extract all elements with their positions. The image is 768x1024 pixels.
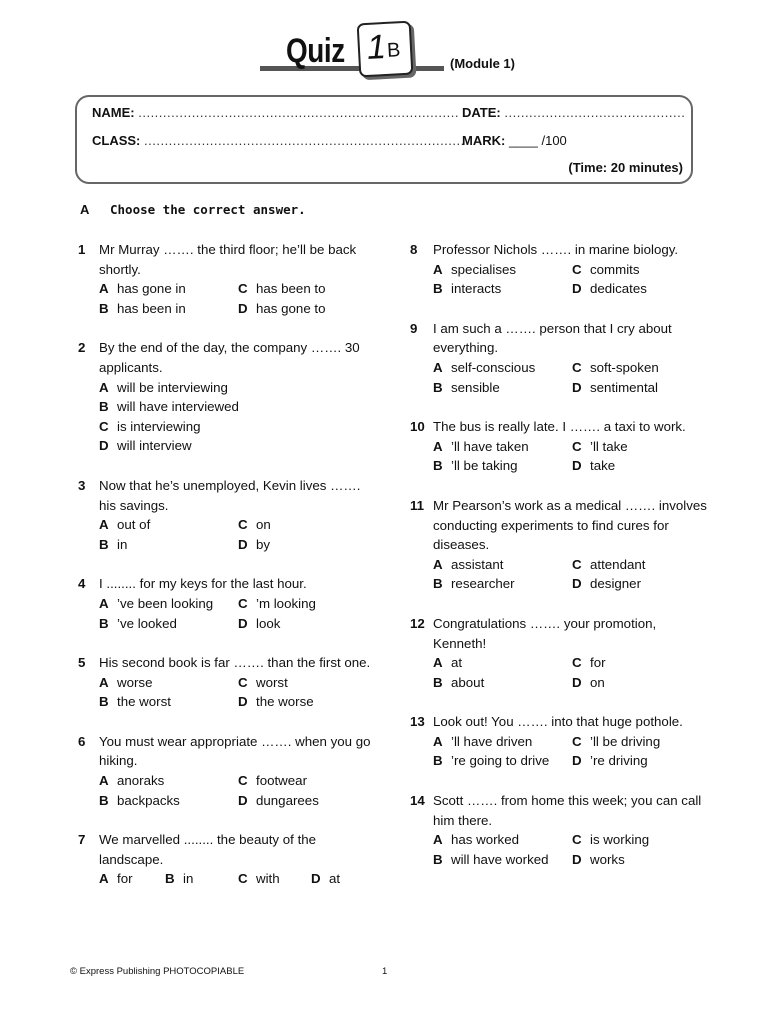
question xyxy=(410,791,710,869)
option-c[interactable]: C ’m looking xyxy=(238,595,316,611)
option-c[interactable]: C ’ll take xyxy=(572,438,628,454)
questions-right-column xyxy=(410,240,710,889)
option-a[interactable]: A for xyxy=(99,871,133,887)
class-label: CLASS: xyxy=(92,133,141,148)
date-field[interactable]: ............................................ xyxy=(504,105,686,120)
question-text: I ........ for my keys for the last hour. xyxy=(99,576,307,592)
option-d[interactable]: D on xyxy=(572,674,605,690)
question-number: 7 xyxy=(78,832,86,848)
section-instruction: Choose the correct answer. xyxy=(110,202,306,217)
question xyxy=(410,417,710,476)
option-d[interactable]: D look xyxy=(238,615,281,631)
question-number: 14 xyxy=(410,793,425,809)
option-c[interactable]: C on xyxy=(238,517,271,533)
question-text: You must wear appropriate ……. when you go hiking. xyxy=(99,733,371,769)
question xyxy=(410,319,710,397)
question-number: 5 xyxy=(78,655,86,671)
option-c[interactable]: C for xyxy=(572,655,606,671)
question xyxy=(78,574,378,633)
question-text: We marvelled ........ the beauty of the landscape. xyxy=(99,832,317,867)
question-number: 3 xyxy=(78,477,86,493)
option-c[interactable]: C worst xyxy=(238,674,288,690)
quiz-letter: B xyxy=(386,39,402,62)
option-a[interactable]: A at xyxy=(433,655,463,671)
option-a[interactable]: A self-conscious xyxy=(433,359,536,375)
question-text: Scott ……. from home this week; you can call him there. xyxy=(433,793,702,828)
option-a[interactable]: A specialises xyxy=(433,261,517,277)
option-a[interactable]: A out of xyxy=(99,517,151,533)
question-number: 11 xyxy=(410,497,425,513)
question-number: 6 xyxy=(78,733,86,749)
mark-label: MARK: xyxy=(462,133,506,148)
question xyxy=(78,240,378,318)
quiz-header xyxy=(258,14,528,84)
option-b[interactable]: B will have worked xyxy=(433,851,549,867)
option-d[interactable]: D works xyxy=(572,851,625,867)
question-text: Mr Pearson’s work as a medical ……. involves conducting experiments to find cures for diseases. xyxy=(433,497,707,553)
copyright-notice: © Express Publishing PHOTOCOPIABLE xyxy=(70,966,245,977)
question-text: By the end of the day, the company ……. 30 applicants. xyxy=(99,340,360,375)
question-number: 12 xyxy=(410,615,425,631)
module-label: (Module 1) xyxy=(450,56,515,71)
option-b[interactable]: B the worst xyxy=(99,694,171,710)
page-number: 1 xyxy=(382,966,388,977)
name-label: NAME: xyxy=(92,105,135,120)
option-b[interactable]: B backpacks xyxy=(99,792,180,808)
quiz-title: Quiz xyxy=(286,32,345,70)
student-info-box xyxy=(75,95,693,184)
option-d[interactable]: D at xyxy=(311,871,341,887)
question-text: Professor Nichols ……. in marine biology. xyxy=(433,242,679,257)
option-c[interactable]: C is interviewing xyxy=(99,418,201,434)
quiz-number: 1 xyxy=(365,27,387,67)
option-b[interactable]: B about xyxy=(433,674,485,690)
question-number: 8 xyxy=(410,242,418,257)
question xyxy=(410,712,710,771)
option-a[interactable]: A ’ll have driven xyxy=(433,733,533,749)
option-c[interactable]: C is working xyxy=(572,832,650,848)
option-b[interactable]: B ’ll be taking xyxy=(433,458,518,474)
option-d[interactable]: D has gone to xyxy=(238,300,326,316)
question-text: Congratulations ……. your promotion, Kenneth! xyxy=(433,615,657,651)
class-row xyxy=(92,133,465,148)
option-b[interactable]: B ’re going to drive xyxy=(433,753,550,769)
question xyxy=(78,732,378,810)
option-d[interactable]: D take xyxy=(572,458,616,474)
question xyxy=(78,653,378,712)
option-a[interactable]: A assistant xyxy=(433,556,504,572)
name-row xyxy=(92,105,459,120)
option-b[interactable]: B will have interviewed xyxy=(99,399,239,415)
option-c[interactable]: C soft-spoken xyxy=(572,359,659,375)
option-a[interactable]: A will be interviewing xyxy=(99,379,228,395)
date-row xyxy=(462,105,685,120)
question xyxy=(78,830,378,889)
option-b[interactable]: B researcher xyxy=(433,576,515,592)
option-a[interactable]: A ’ll have taken xyxy=(433,438,529,454)
question xyxy=(78,338,378,456)
option-d[interactable]: D dungarees xyxy=(238,792,319,808)
mark-field[interactable]: ____ /100 xyxy=(508,133,567,148)
question-number: 1 xyxy=(78,242,86,257)
question-number: 4 xyxy=(78,576,86,592)
question-text: Look out! You ……. into that huge pothole. xyxy=(433,714,683,730)
option-c[interactable]: C attendant xyxy=(572,556,646,572)
option-c[interactable]: C ’ll be driving xyxy=(572,733,661,749)
option-c[interactable]: C footwear xyxy=(238,773,307,789)
option-b[interactable]: B in xyxy=(165,871,194,887)
question-number: 2 xyxy=(78,340,86,356)
question-number: 9 xyxy=(410,320,418,336)
option-c[interactable]: C commits xyxy=(572,261,640,277)
questions-left-column xyxy=(78,240,378,909)
question-text: His second book is far ……. than the first one. xyxy=(99,655,371,671)
quiz-number-badge xyxy=(357,21,414,78)
option-d[interactable]: D the worse xyxy=(238,694,314,710)
option-b[interactable]: B has been in xyxy=(99,300,186,316)
question xyxy=(410,496,710,594)
time-label: (Time: 20 minutes) xyxy=(568,160,683,175)
question-text: Now that he’s unemployed, Kevin lives ……. his savings. xyxy=(99,477,361,513)
option-b[interactable]: B ’ve looked xyxy=(99,615,177,631)
question-number: 13 xyxy=(410,714,425,730)
option-a[interactable]: A worse xyxy=(99,674,153,690)
question-text: Mr Murray ……. the third floor; he’ll be back shortly. xyxy=(99,242,357,277)
option-d[interactable]: D ’re driving xyxy=(572,753,648,769)
name-field[interactable]: .............................................................................. xyxy=(138,105,459,120)
option-b[interactable]: B interacts xyxy=(433,281,502,297)
option-b[interactable]: B in xyxy=(99,536,128,552)
option-c[interactable]: C with xyxy=(238,871,280,887)
class-field[interactable]: .............................................................................. xyxy=(144,133,465,148)
question xyxy=(78,476,378,554)
option-b[interactable]: B sensible xyxy=(433,379,500,395)
option-d[interactable]: D designer xyxy=(572,576,642,592)
question xyxy=(410,240,710,299)
question xyxy=(410,614,710,692)
option-a[interactable]: A anoraks xyxy=(99,773,165,789)
option-d[interactable]: D dedicates xyxy=(572,281,647,297)
question-number: 10 xyxy=(410,419,425,435)
date-label: DATE: xyxy=(462,105,501,120)
question-text: I am such a ……. person that I cry about everything. xyxy=(433,320,672,356)
section-heading xyxy=(80,202,306,217)
option-a[interactable]: A ’ve been looking xyxy=(99,595,214,611)
section-letter: A xyxy=(80,202,90,217)
mark-row xyxy=(462,133,567,148)
option-d[interactable]: D sentimental xyxy=(572,379,658,395)
option-c[interactable]: C has been to xyxy=(238,281,326,297)
option-d[interactable]: D by xyxy=(238,536,271,552)
option-a[interactable]: A has gone in xyxy=(99,281,186,297)
question-text: The bus is really late. I ……. a taxi to work. xyxy=(433,419,686,435)
option-d[interactable]: D will interview xyxy=(99,438,192,454)
option-a[interactable]: A has worked xyxy=(433,832,519,848)
